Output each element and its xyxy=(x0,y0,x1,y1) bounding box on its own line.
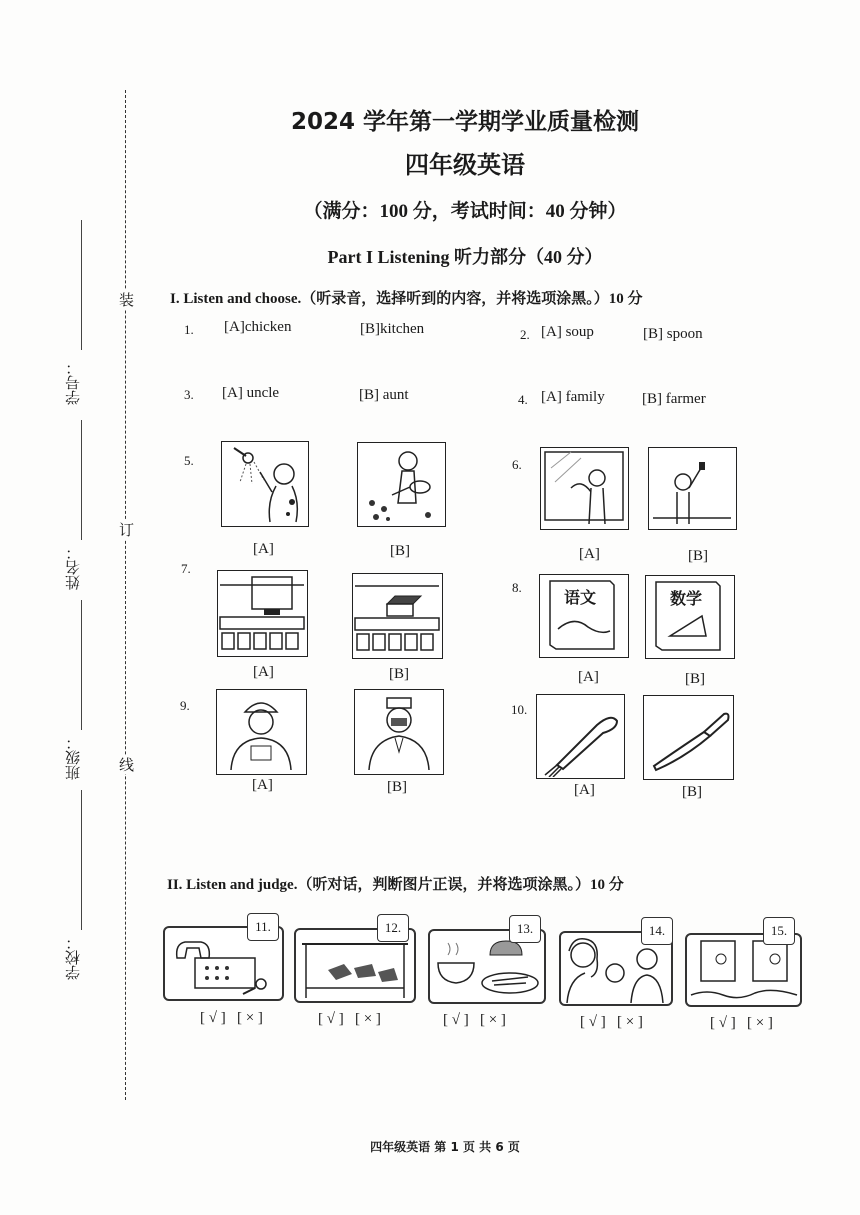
person-cleaning-board-icon xyxy=(649,448,735,528)
option-a-label[interactable]: [A] xyxy=(578,669,599,685)
binding-dashed-line xyxy=(125,90,126,1100)
judge-options[interactable]: [ √ ] [ × ] xyxy=(443,1012,506,1028)
question-number: 11. xyxy=(247,913,279,941)
question-number: 14. xyxy=(641,917,673,945)
option-b-label[interactable]: [B] xyxy=(682,784,702,800)
person-cleaning-window-icon xyxy=(541,448,627,528)
question-number: 7. xyxy=(181,561,191,576)
picture-computer-on-desk[interactable] xyxy=(217,570,308,657)
judge-options[interactable]: [ √ ] [ × ] xyxy=(580,1014,643,1030)
fork-icon xyxy=(537,695,623,777)
picture-books-on-desk[interactable] xyxy=(352,573,443,659)
question-number: 12. xyxy=(377,914,409,942)
option-a[interactable]: [A] soup xyxy=(541,324,594,340)
picture-math-book[interactable] xyxy=(645,575,735,659)
school-label: 学校： xyxy=(64,935,82,980)
score-info: （满分：100 分，考试时间：40 分钟） xyxy=(303,201,627,222)
question-number: 5. xyxy=(184,453,194,468)
binding-label-ding: 订 xyxy=(117,522,135,537)
option-b-label[interactable]: [B] xyxy=(685,671,705,687)
option-a[interactable]: [A] family xyxy=(541,389,605,405)
picture-shower[interactable] xyxy=(221,441,309,527)
option-b[interactable]: [B] farmer xyxy=(642,391,706,407)
books-icon xyxy=(353,574,441,657)
picture-clean-board[interactable] xyxy=(648,447,737,530)
picture-worker[interactable] xyxy=(216,689,307,775)
option-a-label[interactable]: [A] xyxy=(253,541,274,557)
option-a[interactable]: [A]chicken xyxy=(224,319,292,335)
judge-options[interactable]: [ √ ] [ × ] xyxy=(710,1015,773,1031)
book-title-b: 数学 xyxy=(670,589,703,608)
knife-icon xyxy=(644,696,732,778)
option-b[interactable]: [B] aunt xyxy=(359,387,409,403)
option-b-label[interactable]: [B] xyxy=(387,779,407,795)
page-footer: 四年级英语 第 1 页 共 6 页 xyxy=(370,1140,520,1154)
option-b-label[interactable]: [B] xyxy=(389,666,409,682)
person-watering-icon xyxy=(358,443,444,525)
question-number: 13. xyxy=(509,915,541,943)
student-number-label: 学号： xyxy=(64,360,82,405)
picture-knife[interactable] xyxy=(643,695,734,780)
windows-icon xyxy=(687,935,800,1005)
picture-watering[interactable] xyxy=(357,442,446,527)
class-field[interactable] xyxy=(81,600,82,730)
school-field[interactable] xyxy=(81,790,82,930)
binding-label-xian: 线 xyxy=(117,757,135,772)
exam-subtitle: 四年级英语 xyxy=(405,151,525,179)
exam-title: 2024 学年第一学期学业质量检测 xyxy=(290,109,640,135)
name-label: 姓名： xyxy=(64,545,82,590)
question-number: 2. xyxy=(520,327,530,342)
worker-icon xyxy=(217,690,305,773)
judge-options[interactable]: [ √ ] [ × ] xyxy=(318,1011,381,1027)
option-b[interactable]: [B] spoon xyxy=(643,326,703,342)
picture-doctor[interactable] xyxy=(354,689,444,775)
judge-options[interactable]: [ √ ] [ × ] xyxy=(200,1010,263,1026)
person-shower-icon xyxy=(222,442,307,525)
option-a-label[interactable]: [A] xyxy=(579,546,600,562)
question-number: 9. xyxy=(180,698,190,713)
binding-label-zhuang: 装 xyxy=(117,292,135,307)
section1-heading: I. Listen and choose.（听录音，选择听到的内容，并将选项涂黑。）10 分 xyxy=(170,291,643,307)
question-number: 1. xyxy=(184,322,194,337)
picture-fork[interactable] xyxy=(536,694,625,779)
student-number-field[interactable] xyxy=(81,220,82,350)
picture-clean-window[interactable] xyxy=(540,447,629,530)
question-number: 10. xyxy=(511,702,528,717)
part-title: Part I Listening 听力部分（40 分） xyxy=(327,247,603,267)
question-number: 4. xyxy=(518,392,528,407)
doctor-icon xyxy=(355,690,442,773)
book-title-a: 语文 xyxy=(564,588,597,607)
option-b-label[interactable]: [B] xyxy=(688,548,708,564)
class-label: 班级： xyxy=(64,735,82,780)
option-b[interactable]: [B]kitchen xyxy=(360,321,425,337)
computer-icon xyxy=(218,571,306,655)
picture-chinese-book[interactable] xyxy=(539,574,629,658)
option-b-label[interactable]: [B] xyxy=(390,543,410,559)
option-a-label[interactable]: [A] xyxy=(252,777,273,793)
option-a-label[interactable]: [A] xyxy=(574,782,595,798)
question-number: 6. xyxy=(512,457,522,472)
name-field[interactable] xyxy=(81,420,82,540)
question-number: 3. xyxy=(184,387,194,402)
section2-heading: II. Listen and judge.（听对话，判断图片正误，并将选项涂黑。）10 分 xyxy=(167,877,624,893)
question-number: 8. xyxy=(512,580,522,595)
option-a-label[interactable]: [A] xyxy=(253,664,274,680)
option-a[interactable]: [A] uncle xyxy=(222,385,280,401)
question-number: 15. xyxy=(763,917,795,945)
